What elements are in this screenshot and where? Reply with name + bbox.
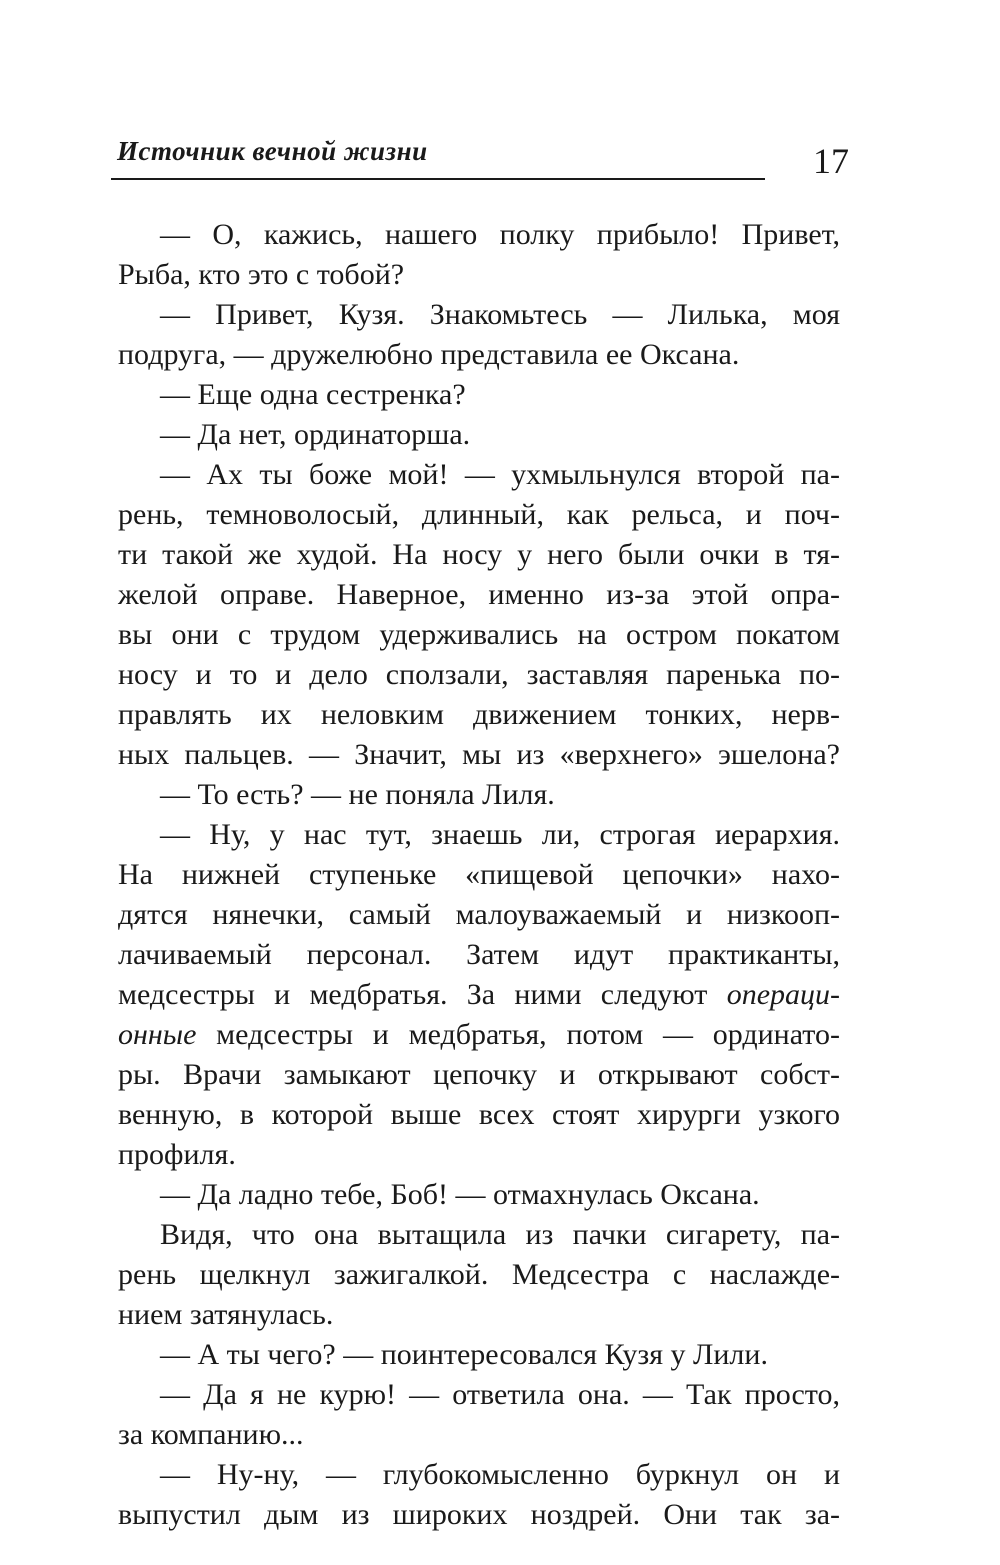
text-line: — О, кажись, нашего полку прибыло! Привет, [160,218,840,251]
text-line: — Еще одна сестренка? [160,378,466,411]
italic-word: онные [118,1018,197,1051]
text-line: На нижней ступеньке «пищевой цепочки» нахо- [118,858,840,891]
text-line: ти такой же худой. На носу у него были очки в тя- [118,538,840,571]
text-line: вы они с трудом удерживались на остром покатом [118,618,840,651]
text-line: ры. Врачи замыкают цепочку и открывают собст- [118,1058,840,1091]
text-line: — Привет, Кузя. Знакомьтесь — Лилька, моя [160,298,840,331]
text-line: — Да я не курю! — ответила она. — Так просто, [160,1378,840,1411]
text-line: профиля. [118,1138,236,1171]
text-segment: медсестры и медбратья, потом — ординато- [216,1018,840,1051]
text-line: — А ты чего? — поинтересовался Кузя у Лили. [160,1338,768,1371]
body-text [118,215,840,1535]
text-line: носу и то и дело сползали, заставляя паренька по- [118,658,840,691]
text-line: выпустил дым из широких ноздрей. Они так за- [118,1498,840,1531]
text-line: венную, в которой выше всех стоят хирурги узкого [118,1098,840,1131]
text-line: — Да ладно тебе, Боб! — отмахнулась Оксана. [160,1178,760,1211]
text-line: желой оправе. Наверное, именно из-за этой опра- [118,578,840,611]
text-line: — Ну, у нас тут, знаешь ли, строгая иерархия. [160,818,840,851]
text-line: правлять их неловким движением тонких, нерв- [118,698,840,731]
text-line: рень щелкнул зажигалкой. Медсестра с наслажде- [118,1258,840,1291]
text-line [118,1015,840,1055]
text-line: Видя, что она вытащила из пачки сигарету, па- [160,1218,840,1251]
text-line: — То есть? — не поняла Лиля. [160,778,555,811]
running-title: Источник вечной жизни [117,136,428,166]
text-line: дятся нянечки, самый малоуважаемый и низкооп- [118,898,840,931]
text-line: рень, темноволосый, длинный, как рельса, и поч- [118,498,840,531]
text-line: — Да нет, ординаторша. [160,418,471,451]
page-number: 17 [813,141,849,181]
text-line [118,975,840,1015]
italic-word: операци- [726,978,841,1011]
text-line: — Ну-ну, — глубокомысленно буркнул он и [160,1458,840,1491]
text-line: нием затянулась. [118,1298,334,1331]
text-segment: медсестры и медбратья. За ними следуют [118,978,708,1011]
text-line: подруга, — дружелюбно представила ее Оксана. [118,338,740,371]
running-head [111,128,765,180]
text-line: — Ах ты боже мой! — ухмыльнулся второй па- [160,458,840,491]
text-line: Рыба, кто это с тобой? [118,258,405,291]
text-line: лачиваемый персонал. Затем идут практиканты, [118,938,840,971]
text-line: за компанию... [118,1418,304,1451]
text-line: ных пальцев. — Значит, мы из «верхнего» эшелона? [118,738,840,771]
